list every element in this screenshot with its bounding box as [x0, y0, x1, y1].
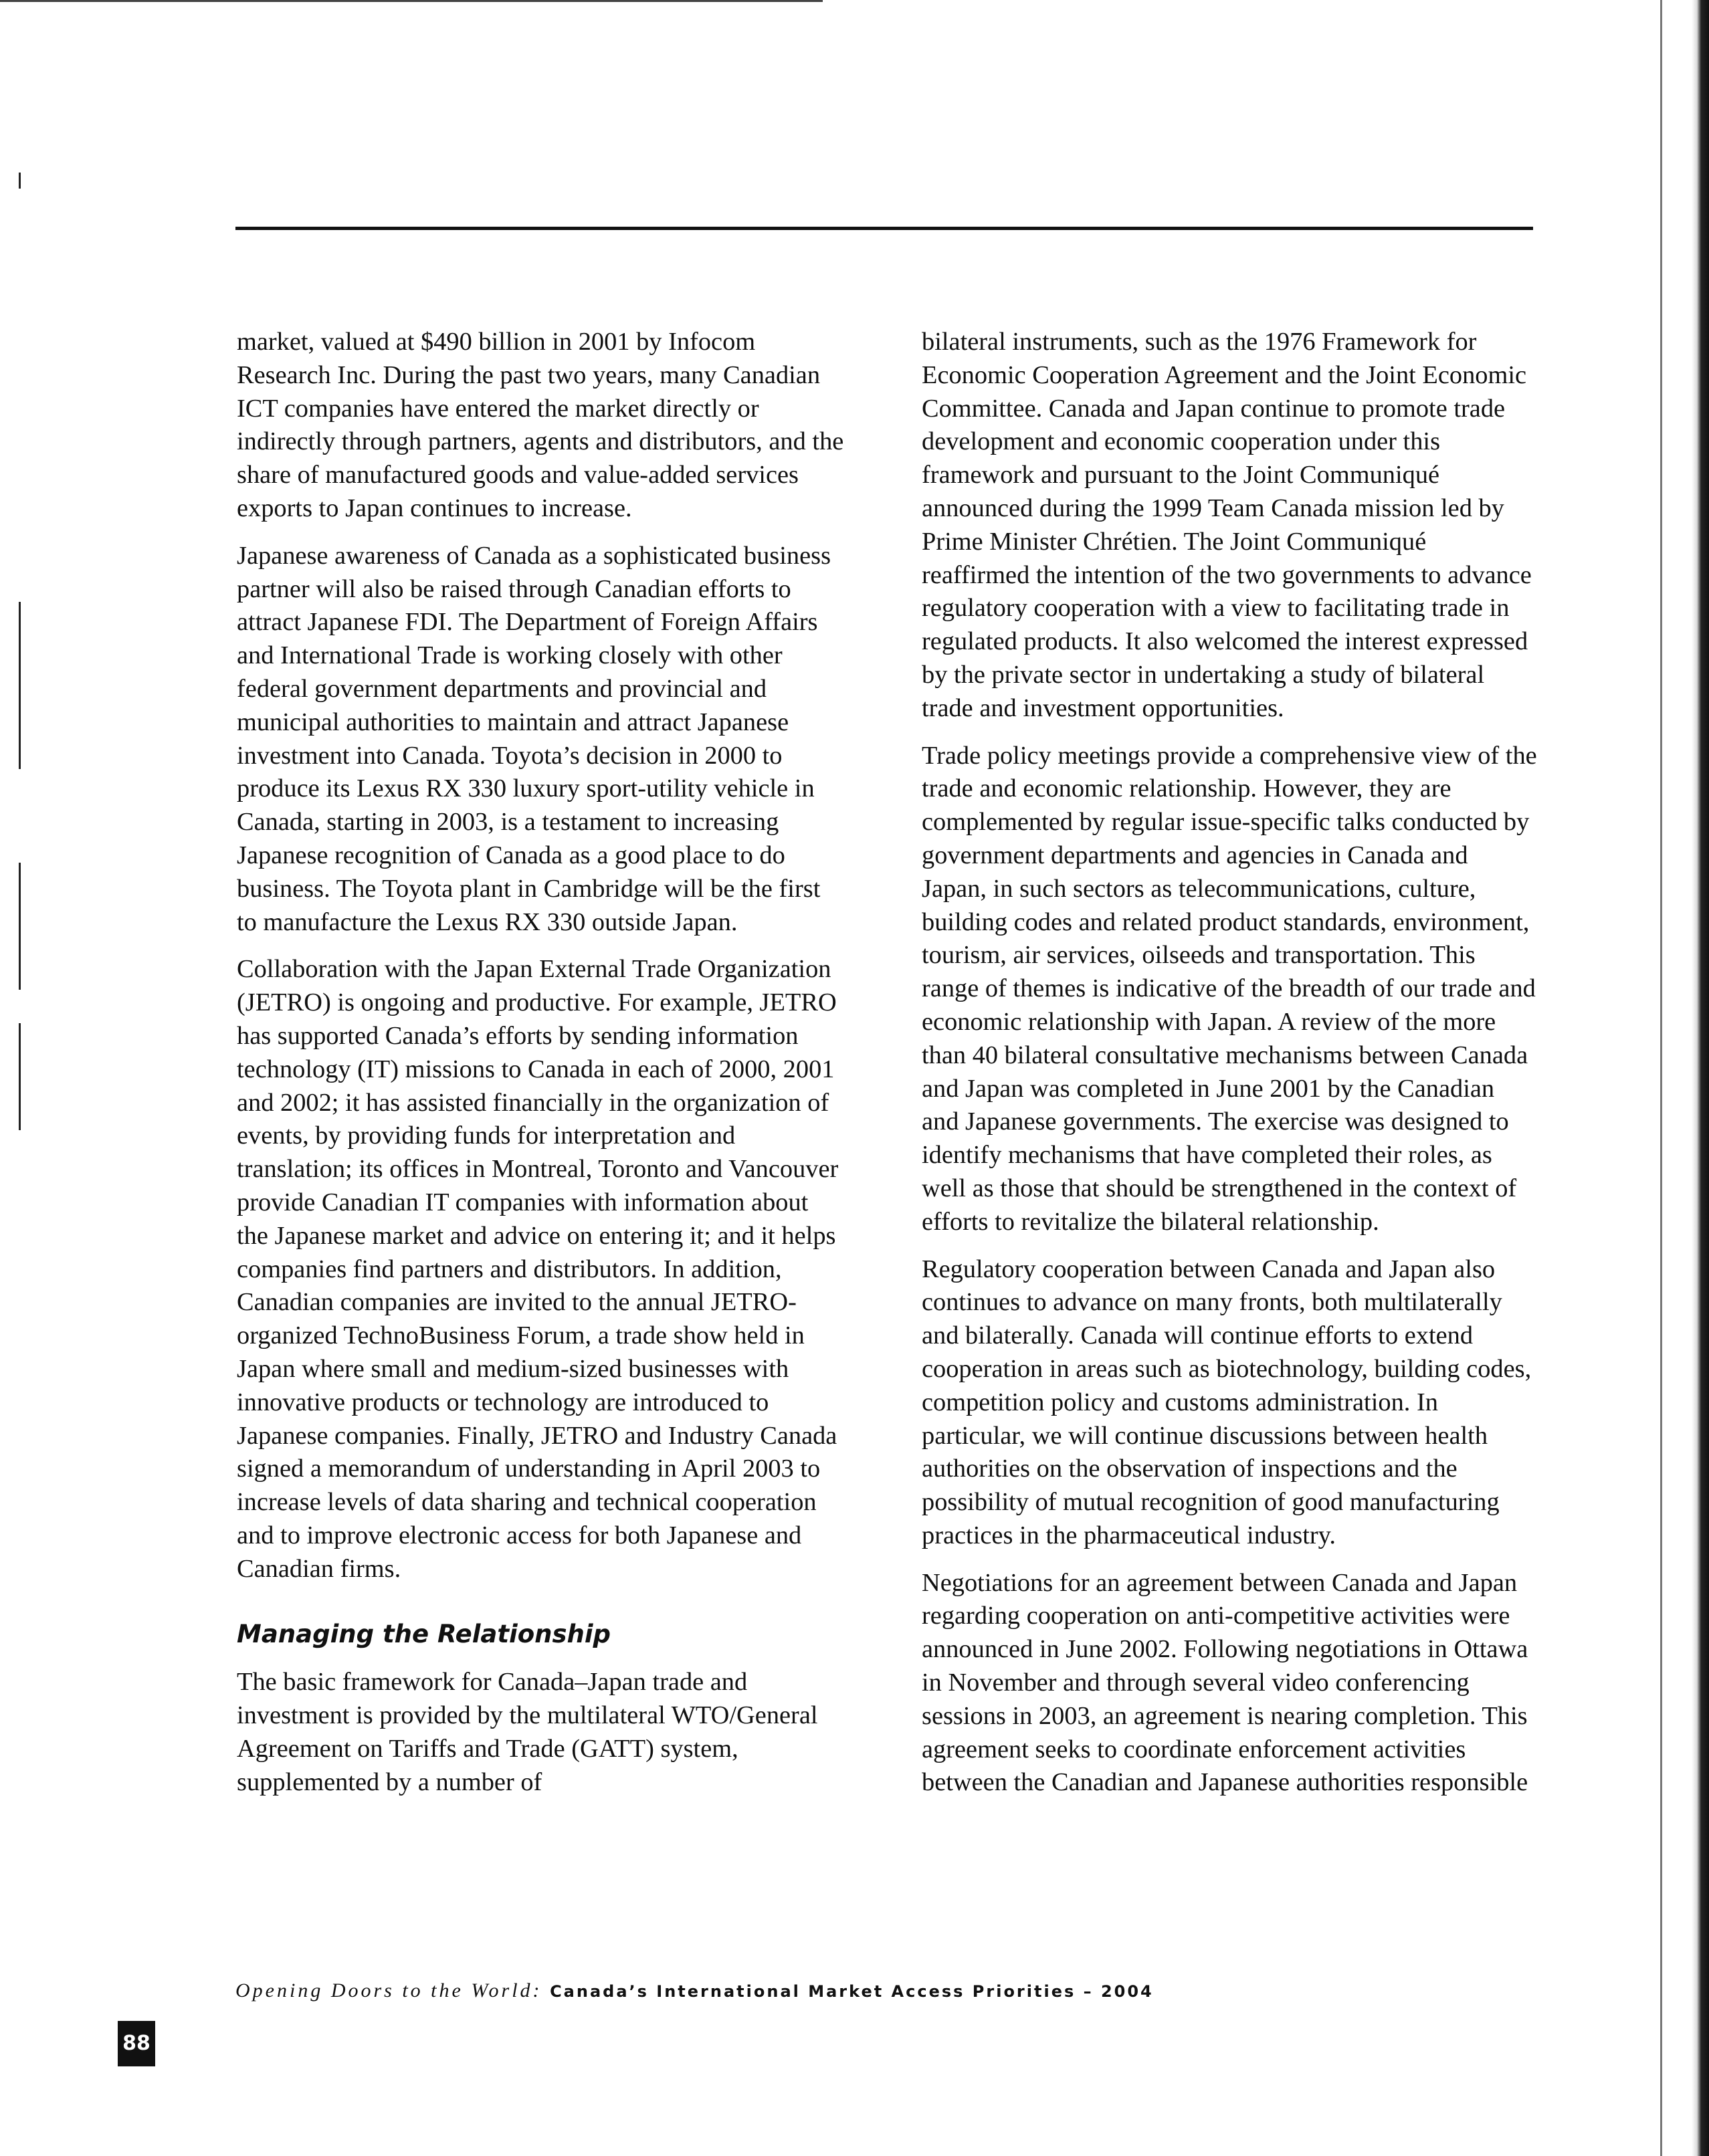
- body-paragraph: Negotiations for an agreement between Canada and Japan regarding cooperation on anti-competitive activities were announced in June 2002. Following negotiations in Ottawa in November and through several video conferencing sessions in 2003, an agreement is nearing completion. This agreement seeks to coordinate enforcement activities between the Canadian and Japanese authorities responsible: [922, 1568, 1528, 1797]
- scan-right-line: [1660, 0, 1662, 2156]
- page-number: 88: [118, 2021, 155, 2066]
- header-rule: [235, 227, 1533, 230]
- running-footer: [235, 1979, 1533, 2002]
- body-paragraph: Trade policy meetings provide a comprehensive view of the trade and economic relationship. However, they are complemented by regular issue-specific talks conducted by government departments and agencies in Canada and Japan, in such sectors as telecommunications, culture, building codes and related product standards, environment, tourism, air services, oilseeds and transportation. This range of themes is indicative of the breadth of our trade and economic relationship with Japan. A review of the more than 40 bilateral consultative mechanisms between Canada and Japan was completed in June 2001 by the Canadian and Japanese governments. The exercise was designed to identify mechanisms that have completed their roles, as well as those that should be strengthened in the context of efforts to revitalize the bilateral relationship.: [922, 741, 1537, 1236]
- right-column: [922, 326, 1537, 1814]
- scan-right-edge: [1692, 0, 1709, 2156]
- scan-left-mark: [19, 602, 21, 769]
- body-paragraph: bilateral instruments, such as the 1976 Framework for Economic Cooperation Agreement and the Joint Economic Committee. Canada and Japan continue to promote trade development and economic cooperation under this framework and pursuant to the Joint Communiqué announced during the 1999 Team Canada mission led by Prime Minister Chrétien. The Joint Communiqué reaffirmed the intention of the two governments to advance regulatory cooperation with a view to facilitating trade in regulated products. It also welcomed the interest expressed by the private sector in undertaking a study of bilateral trade and investment opportunities.: [922, 328, 1532, 722]
- body-paragraph: Collaboration with the Japan External Trade Organization (JETRO) is ongoing and productive. For example, JETRO has supported Canada’s efforts by sending information technology (IT) missions to Canada in each of 2000, 2001 and 2002; it has assisted financially in the organization of events, by providing funds for interpretation and translation; its offices in Montreal, Toronto and Vancouver provide Canadian IT companies with information about the Japanese market and advice on entering it; and it helps companies find partners and distributors. In addition, Canadian companies are invited to the annual JETRO-organized TechnoBusiness Forum, a trade show held in Japan where small and medium-sized businesses with innovative products or technology are introduced to Japanese companies. Finally, JETRO and Industry Canada signed a memorandum of understanding in April 2003 to increase levels of data sharing and technical cooperation and to improve electronic access for both Japanese and Canadian firms.: [237, 955, 839, 1583]
- body-paragraph: The basic framework for Canada–Japan trade and investment is provided by the multilateral WTO/General Agreement on Tariffs and Trade (GATT) system, supplemented by a number of: [237, 1668, 818, 1796]
- left-column: [237, 326, 845, 1814]
- footer-title-rest: Canada’s International Market Access Priorities – 2004: [550, 1982, 1154, 2001]
- footer-title-italic: Opening Doors to the World:: [235, 1979, 542, 2002]
- scan-top-line: [0, 0, 823, 2]
- section-heading: Managing the Relationship: [237, 1620, 611, 1649]
- body-paragraph: Regulatory cooperation between Canada and Japan also continues to advance on many fronts, both multilaterally and bilaterally. Canada will continue efforts to extend cooperation in areas such as biotechnology, building codes, competition policy and customs administration. In particular, we will continue discussions between health authorities on the observation of inspections and the possibility of mutual recognition of good manufacturing practices in the pharmaceutical industry.: [922, 1255, 1532, 1549]
- body-paragraph: market, valued at $490 billion in 2001 by Infocom Research Inc. During the past two years, many Canadian ICT companies have entered the market directly or indirectly through partners, agents and distributors, and the share of manufactured goods and value-added services exports to Japan continues to increase.: [237, 328, 844, 522]
- scan-left-mark: [19, 173, 21, 189]
- scan-left-mark: [19, 1023, 21, 1130]
- scan-left-mark: [19, 863, 21, 990]
- body-paragraph: Japanese awareness of Canada as a sophisticated business partner will also be raised through Canadian efforts to attract Japanese FDI. The Department of Foreign Affairs and International Trade is working closely with other federal government departments and provincial and municipal authorities to maintain and attract Japanese investment into Canada. Toyota’s decision in 2000 to produce its Lexus RX 330 luxury sport-utility vehicle in Canada, starting in 2003, is a testament to increasing Japanese recognition of Canada as a good place to do business. The Toyota plant in Cambridge will be the first to manufacture the Lexus RX 330 outside Japan.: [237, 541, 831, 936]
